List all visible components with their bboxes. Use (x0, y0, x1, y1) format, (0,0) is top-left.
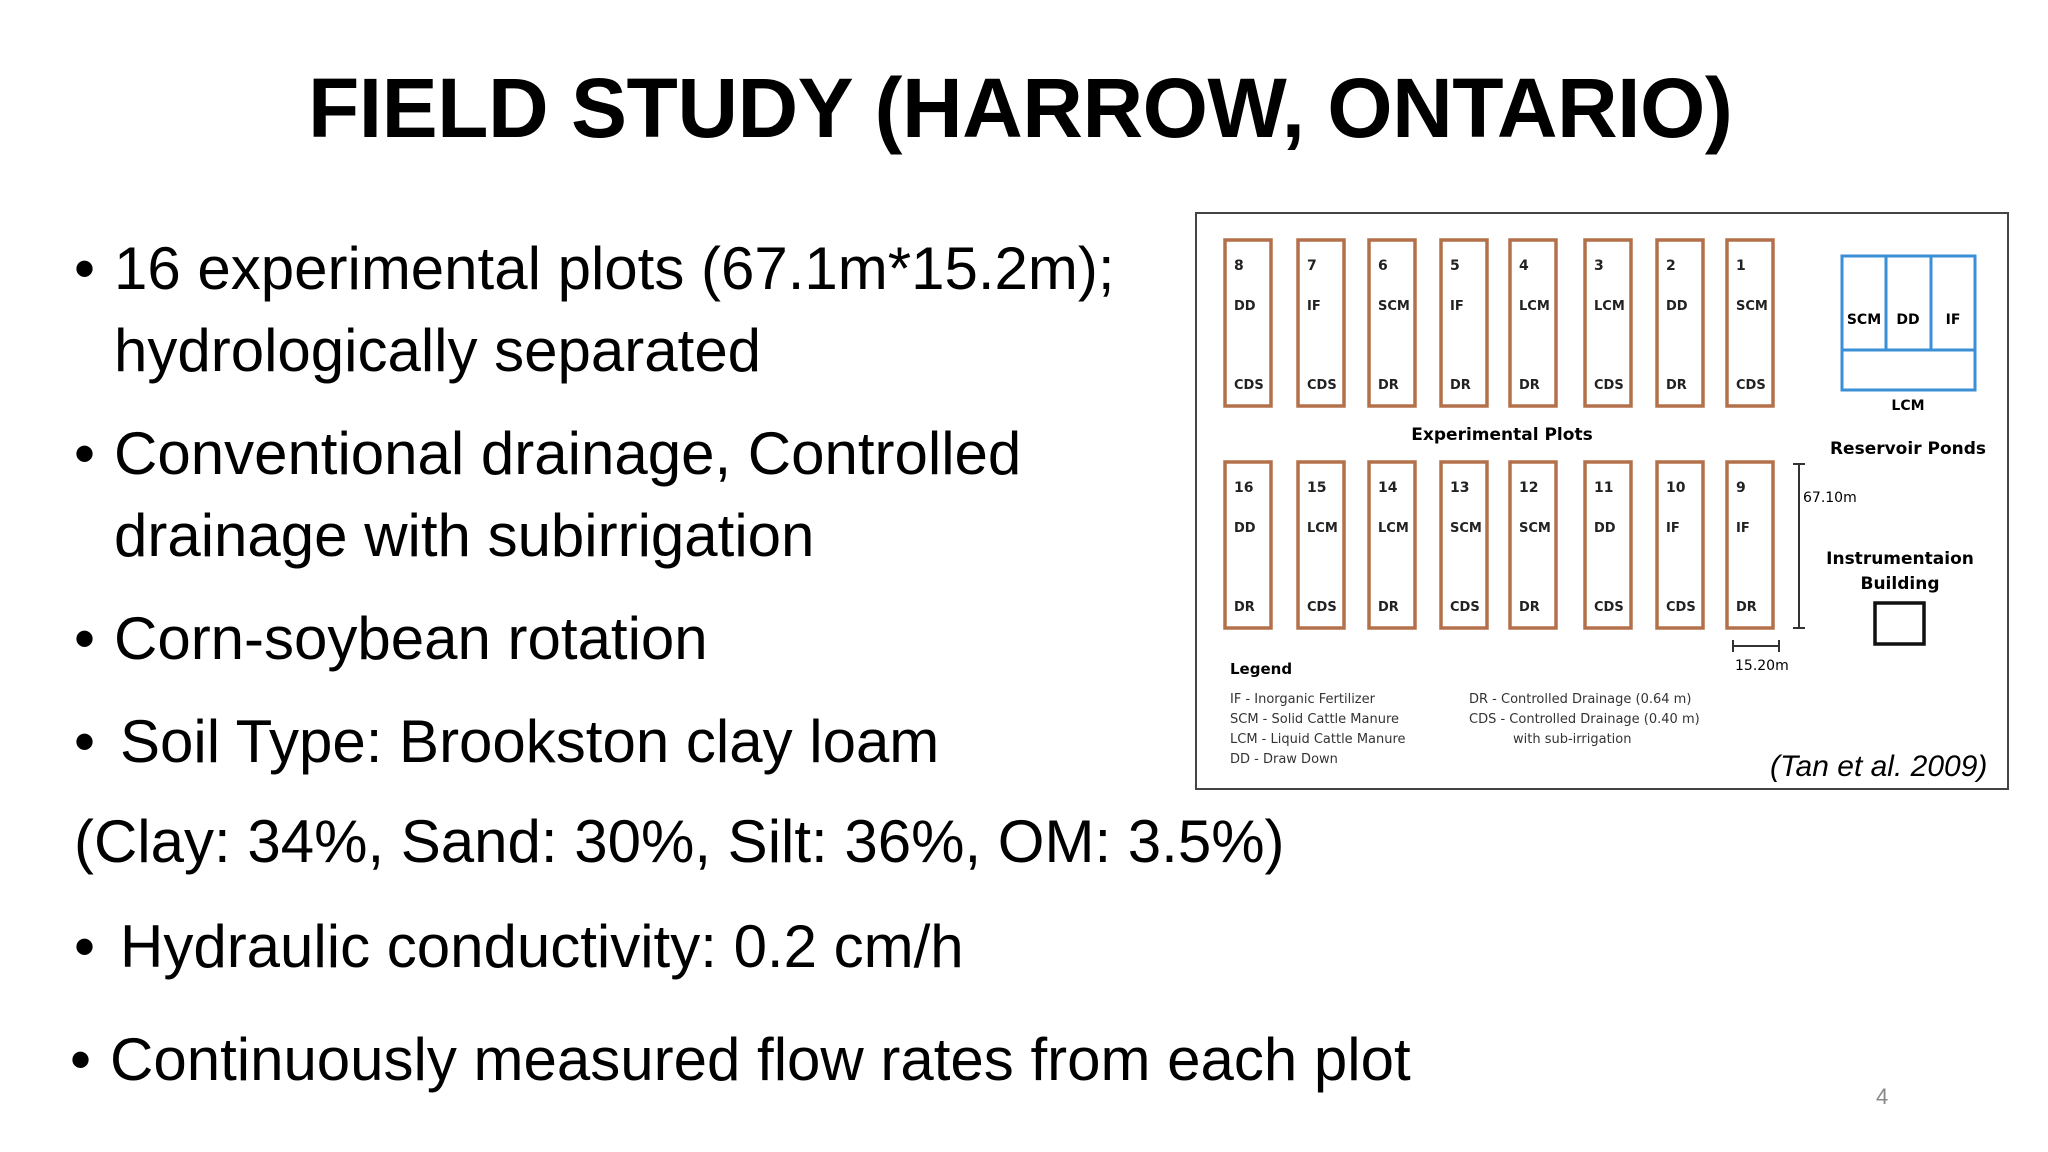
plot-bottom-label: CDS (1450, 600, 1480, 615)
plot-bottom-label: CDS (1736, 378, 1766, 393)
plot-num-label: 6 (1378, 258, 1388, 274)
plot-top-label: DD (1594, 521, 1616, 536)
plot-num-label: 3 (1594, 258, 1604, 274)
legend-item: DR - Controlled Drainage (0.64 m) (1469, 692, 1692, 707)
plot-16 (1225, 462, 1271, 628)
plot-num-label: 16 (1234, 480, 1254, 496)
plot-top-label: SCM (1378, 299, 1410, 314)
width-dimension (1733, 640, 1789, 674)
plot-7 (1298, 240, 1344, 406)
plot-top-label: DD (1234, 521, 1256, 536)
bullet-dot: • (74, 913, 96, 980)
bullet-text: Continuously measured flow rates from each plot (110, 1026, 1411, 1093)
plot-12 (1510, 462, 1556, 628)
plot-bottom-label: DR (1378, 600, 1399, 615)
plot-2 (1657, 240, 1703, 406)
plot-top-label: LCM (1519, 299, 1550, 314)
citation: (Tan et al. 2009) (1770, 750, 1988, 783)
plot-bottom-label: CDS (1594, 600, 1624, 615)
bullet-text: Hydraulic conductivity: 0.2 cm/h (120, 913, 964, 980)
plot-bottom-label: CDS (1666, 600, 1696, 615)
bullet-flow (70, 1019, 1411, 1101)
plot-bottom-label: DR (1519, 600, 1540, 615)
plot-num-label: 7 (1307, 258, 1317, 274)
plot-3 (1585, 240, 1631, 406)
plot-top-label: IF (1307, 299, 1321, 314)
plot-top-label: SCM (1736, 299, 1768, 314)
reservoir-cell-label: IF (1945, 312, 1961, 328)
building-icon (1875, 603, 1924, 644)
plot-num-label: 5 (1450, 258, 1460, 274)
plot-num-label: 10 (1666, 480, 1686, 496)
page-number: 4 (1876, 1084, 1889, 1109)
building-label: Building (1860, 574, 1940, 594)
plot-num-label: 13 (1450, 480, 1470, 496)
plot-1 (1727, 240, 1773, 406)
plot-num-label: 4 (1519, 258, 1529, 274)
plot-num-label: 11 (1594, 480, 1614, 496)
plot-bottom-label: DR (1450, 378, 1471, 393)
bullet-rotation (74, 598, 708, 680)
bullet-dot: • (74, 605, 96, 672)
bullet-drainage (74, 413, 1022, 577)
plot-top-label: LCM (1594, 299, 1625, 314)
plot-bottom-label: DR (1736, 600, 1757, 615)
bullet-dot: • (74, 708, 96, 775)
bullet-dot: • (70, 1026, 92, 1093)
plot-bottom-label: DR (1519, 378, 1540, 393)
legend-item: IF - Inorganic Fertilizer (1230, 692, 1375, 707)
bullet-text-line2: hydrologically separated (114, 317, 762, 384)
legend-title: Legend (1230, 660, 1293, 678)
bullet-dot: • (74, 235, 96, 302)
plot-14 (1369, 462, 1415, 628)
plot-top-label: SCM (1450, 521, 1482, 536)
plot-bottom-label: CDS (1594, 378, 1624, 393)
plot-bottom-label: CDS (1307, 600, 1337, 615)
bullet-soil-type (74, 701, 940, 783)
legend-item: CDS - Controlled Drainage (0.40 m) (1469, 712, 1700, 727)
plot-num-label: 2 (1666, 258, 1676, 274)
plot-15 (1298, 462, 1344, 628)
bullet-text-line1: 16 experimental plots (67.1m*15.2m); (114, 235, 1115, 302)
plot-num-label: 1 (1736, 258, 1746, 274)
plot-11 (1585, 462, 1631, 628)
plot-top-label: SCM (1519, 521, 1551, 536)
bullet-text: Soil Type: Brookston clay loam (120, 708, 940, 775)
reservoir-ponds (1842, 256, 1975, 414)
slide-title: FIELD STUDY (HARROW, ONTARIO) (308, 61, 1733, 155)
bullet-plots (74, 228, 1115, 392)
reservoir-ponds-label: Reservoir Ponds (1829, 439, 1987, 459)
length-label: 67.10m (1803, 490, 1857, 506)
soil-composition: (Clay: 34%, Sand: 30%, Silt: 36%, OM: 3.5%) (74, 808, 1285, 875)
bullet-text-line1: Conventional drainage, Controlled (114, 420, 1022, 487)
experimental-plots-label: Experimental Plots (1411, 425, 1593, 445)
plot-num-label: 9 (1736, 480, 1746, 496)
plot-top-label: IF (1666, 521, 1680, 536)
legend-item: with sub-irrigation (1513, 732, 1632, 747)
plot-9 (1727, 462, 1773, 628)
plot-num-label: 12 (1519, 480, 1539, 496)
plot-num-label: 8 (1234, 258, 1244, 274)
plot-top-label: LCM (1307, 521, 1338, 536)
plot-top-label: IF (1450, 299, 1464, 314)
plot-bottom-label: DR (1234, 600, 1255, 615)
plot-top-label: IF (1736, 521, 1750, 536)
field-layout-diagram (1197, 214, 2007, 788)
plot-bottom-label: CDS (1234, 378, 1264, 393)
plot-top-label: DD (1666, 299, 1688, 314)
plot-13 (1441, 462, 1487, 628)
plot-10 (1657, 462, 1703, 628)
plot-num-label: 14 (1378, 480, 1398, 496)
reservoir-cell-label: LCM (1891, 398, 1925, 414)
plot-top-label: DD (1234, 299, 1256, 314)
width-label: 15.20m (1735, 658, 1789, 674)
plot-bottom-label: CDS (1307, 378, 1337, 393)
legend-item: LCM - Liquid Cattle Manure (1230, 732, 1406, 747)
plot-bottom-label: DR (1378, 378, 1399, 393)
legend-item: SCM - Solid Cattle Manure (1230, 712, 1400, 727)
reservoir-cell-label: DD (1896, 312, 1920, 328)
field-layout-figure (1195, 212, 2009, 790)
plot-6 (1369, 240, 1415, 406)
plot-4 (1510, 240, 1556, 406)
length-dimension (1793, 464, 1857, 628)
bullet-text: Corn-soybean rotation (114, 605, 708, 672)
plot-top-label: LCM (1378, 521, 1409, 536)
plot-num-label: 15 (1307, 480, 1327, 496)
bullet-text-line2: drainage with subirrigation (114, 502, 815, 569)
plot-bottom-label: DR (1666, 378, 1687, 393)
plot-5 (1441, 240, 1487, 406)
plot-8 (1225, 240, 1271, 406)
bullet-hydraulic (74, 906, 964, 988)
bullet-dot: • (74, 420, 96, 487)
building-label: Instrumentaion (1826, 549, 1974, 569)
reservoir-cell-label: SCM (1846, 312, 1882, 328)
legend-item: DD - Draw Down (1230, 752, 1338, 767)
